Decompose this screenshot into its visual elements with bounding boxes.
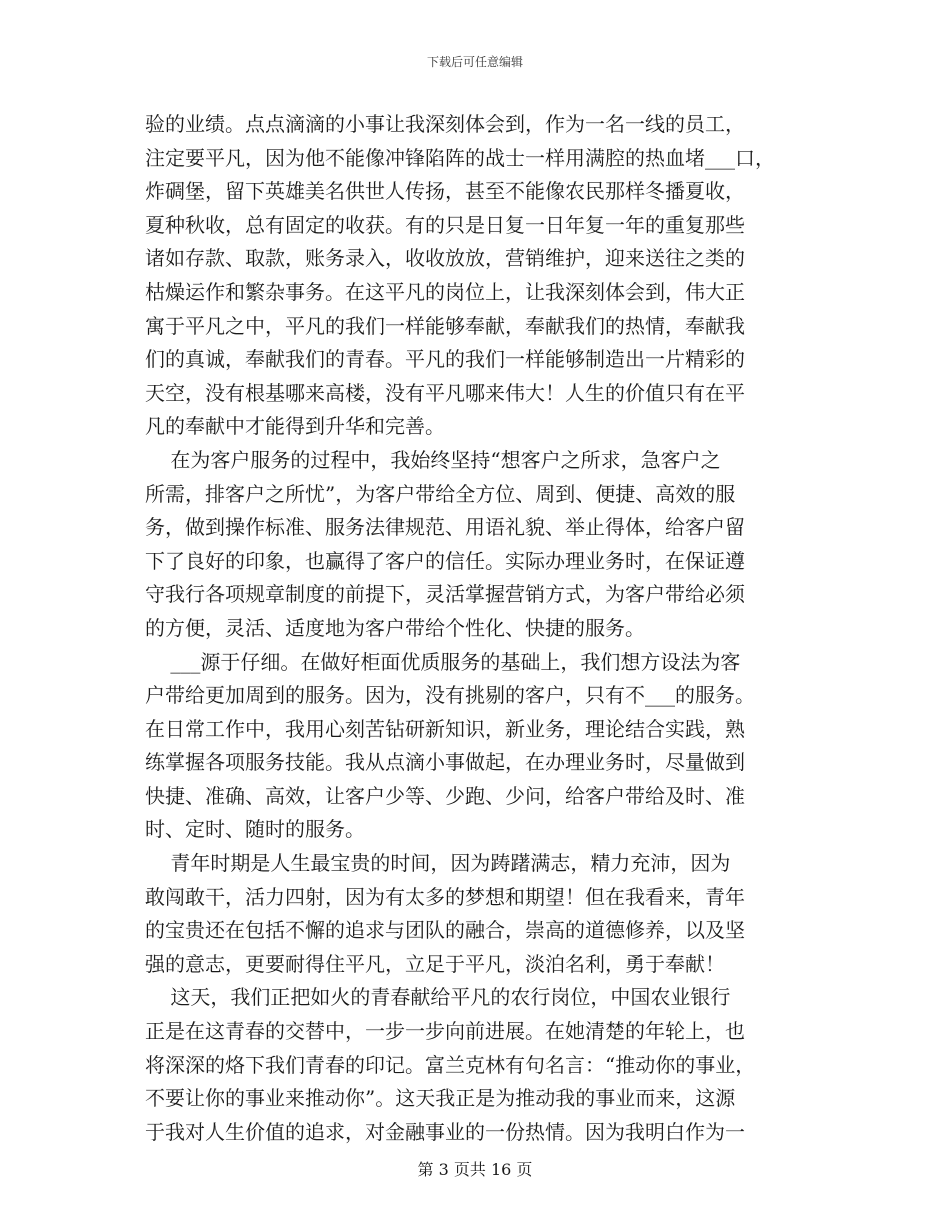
text-line: 的宝贵还在包括不懈的追求与团队的融合，崇高的道德修养，以及坚 — [145, 918, 745, 943]
text-line: 夏种秋收，总有固定的收获。有的只是日复一日年复一年的重复那些 — [145, 212, 745, 237]
text-line: 们的真诚，奉献我们的青春。平凡的我们一样能够制造出一片精彩的 — [145, 347, 745, 372]
text-line: 于我对人生价值的追求，对金融事业的一份热情。因为我明白作为一 — [145, 1119, 745, 1144]
text-line: 将深深的烙下我们青春的印记。富兰克林有句名言：“推动你的事业， — [145, 1052, 756, 1077]
text-line: 这天，我们正把如火的青春献给平凡的农行岗位，中国农业银行 — [145, 985, 731, 1010]
text-line: 练掌握各项服务技能。我从点滴小事做起，在办理业务时，尽量做到 — [145, 750, 745, 775]
text-line: 守我行各项规章制度的前提下，灵活掌握营销方式，为客户带给必须 — [145, 582, 745, 607]
text-line: 快捷、准确、高效，让客户少等、少跑、少问，给客户带给及时、准 — [145, 783, 745, 808]
text-line: 所需，排客户之所忧”，为客户带给全方位、周到、便捷、高效的服 — [145, 481, 736, 506]
text-line: 青年时期是人生最宝贵的时间，因为踌躇满志，精力充沛，因为 — [145, 851, 731, 876]
text-line: 炸碉堡，留下英雄美名供世人传扬，甚至不能像农民那样冬播夏收， — [145, 179, 745, 204]
text-line: 验的业绩。点点滴滴的小事让我深刻体会到，作为一名一线的员工， — [145, 112, 745, 136]
text-line: 户带给更加周到的服务。因为，没有挑剔的客户，只有不___的服务。 — [145, 683, 755, 708]
text-line: 正是在这青春的交替中，一步一步向前进展。在她清楚的年轮上，也 — [145, 1019, 745, 1044]
document-body — [145, 108, 810, 1149]
text-line: ___源于仔细。在做好柜面优质服务的基础上，我们想方设法为客 — [145, 649, 741, 674]
page-header: 下载后可任意编辑 — [426, 55, 523, 69]
text-line: 凡的奉献中才能得到升华和完善。 — [145, 414, 445, 439]
text-line: 不要让你的事业来推动你”。这天我正是为推动我的事业而来，这源 — [145, 1086, 736, 1111]
page-number: 第 3 页共 16 页 — [417, 1160, 533, 1179]
text-line: 诸如存款、取款，账务录入，收收放放，营销维护，迎来送往之类的 — [145, 246, 745, 271]
text-line: 下了良好的印象，也赢得了客户的信任。实际办理业务时，在保证遵 — [145, 548, 745, 573]
text-line: 注定要平凡，因为他不能像冲锋陷阵的战士一样用满腔的热血堵___口， — [145, 145, 775, 170]
text-line: 敢闯敢干，活力四射，因为有太多的梦想和期望！但在我看来，青年 — [145, 884, 745, 909]
text-line: 在日常工作中，我用心刻苦钻研新知识，新业务，理论结合实践，熟 — [145, 716, 745, 741]
text-line: 强的意志，更要耐得住平凡，立足于平凡，淡泊名利，勇于奉献！ — [145, 951, 725, 976]
text-line: 时、定时、随时的服务。 — [145, 817, 365, 842]
text-line: 务，做到操作标准、服务法律规范、用语礼貌、举止得体，给客户留 — [145, 515, 745, 540]
text-line: 在为客户服务的过程中，我始终坚持“想客户之所求，急客户之 — [145, 447, 721, 472]
text-line: 寓于平凡之中，平凡的我们一样能够奉献，奉献我们的热情，奉献我 — [145, 313, 745, 338]
text-line: 天空，没有根基哪来高楼，没有平凡哪来伟大！人生的价值只有在平 — [145, 380, 745, 405]
text-line: 枯燥运作和繁杂事务。在这平凡的岗位上，让我深刻体会到，伟大正 — [145, 279, 745, 304]
text-line: 的方便，灵活、适度地为客户带给个性化、快捷的服务。 — [145, 615, 645, 640]
